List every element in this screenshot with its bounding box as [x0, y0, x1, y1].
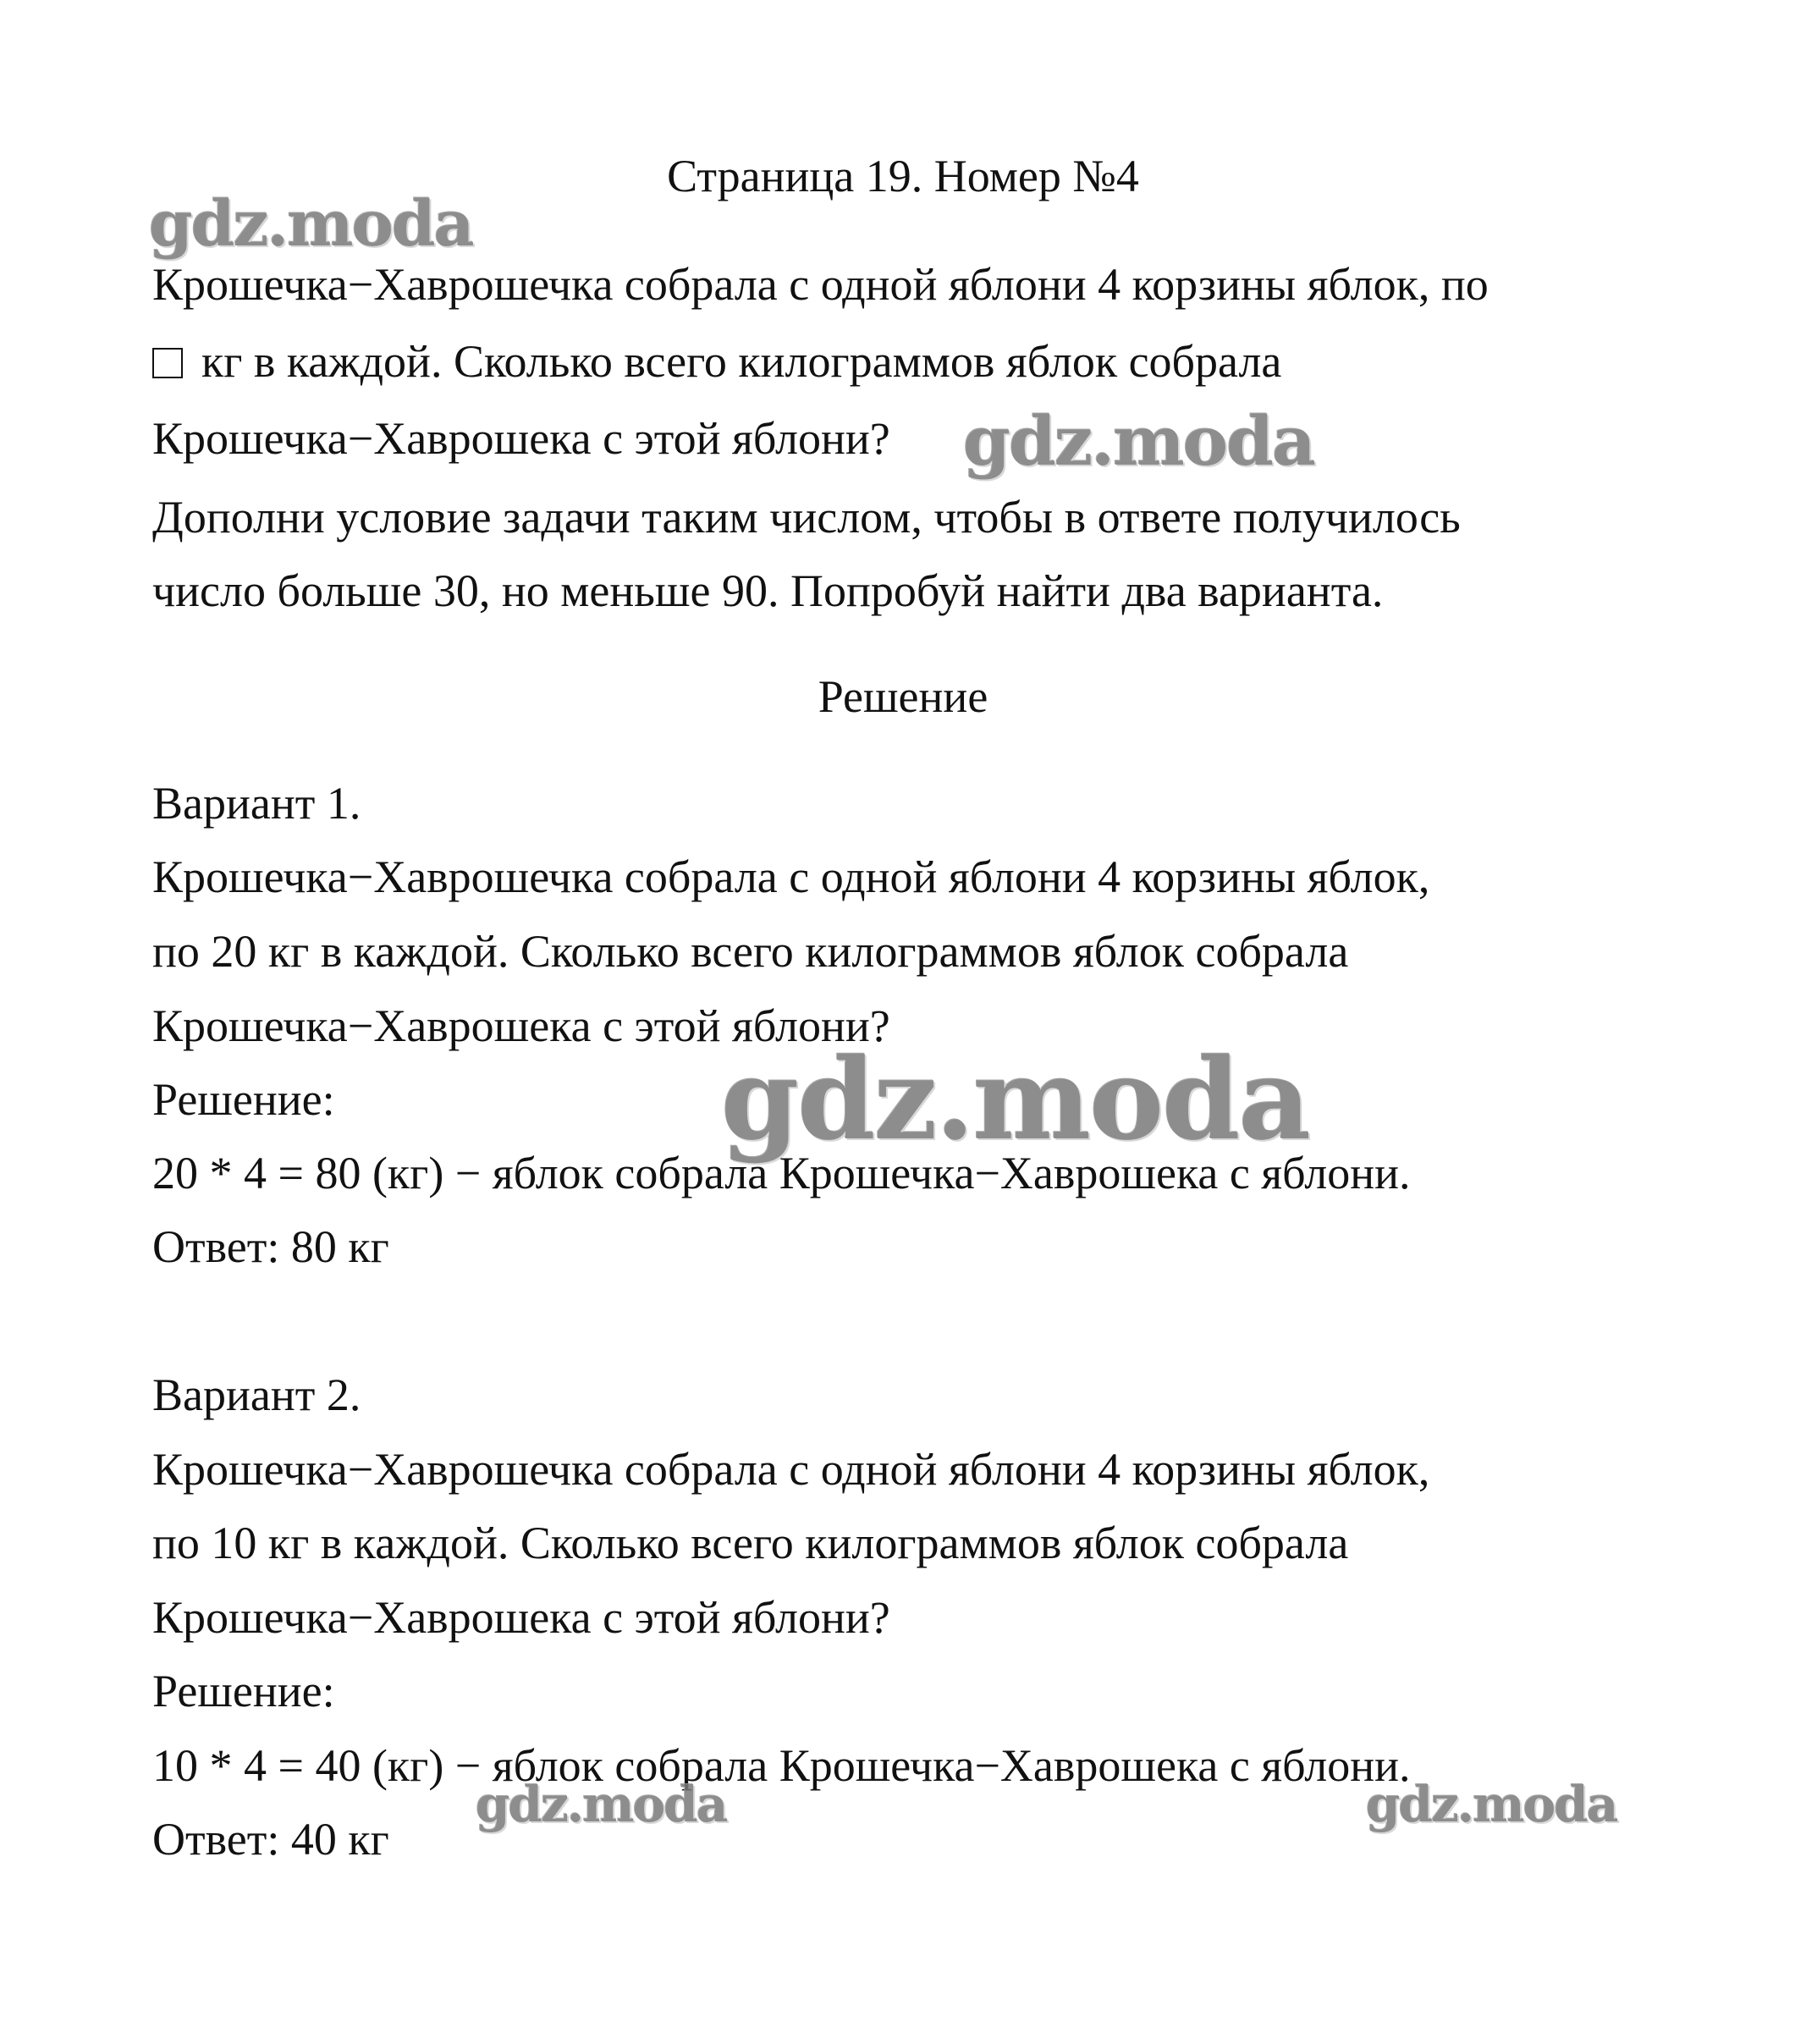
watermark: gdz.moda [476, 1776, 727, 1833]
watermark: gdz.moda [1366, 1776, 1617, 1833]
task-line-3: Крошечка−Хаврошека с этой яблони? [152, 413, 890, 464]
watermark: gdz.moda [721, 1034, 1310, 1165]
variant-2-title: Вариант 2. [152, 1369, 361, 1420]
variant-1-calc: 20 * 4 = 80 (кг) − яблок собрала Крошечка−Хаврошека с яблони. [152, 1148, 1411, 1198]
variant-1-line-3: Крошечка−Хаврошека с этой яблони? [152, 1000, 890, 1051]
variant-1-line-2: по 20 кг в каждой. Сколько всего килограммов яблок собрала [152, 926, 1349, 977]
variant-2-line-2: по 10 кг в каждой. Сколько всего килограммов яблок собрала [152, 1518, 1349, 1568]
variant-1-answer: Ответ: 80 кг [152, 1221, 389, 1272]
task-line-2 [152, 331, 1281, 392]
blank-box [152, 348, 183, 378]
task-line-1: Крошечка−Хаврошечка собрала с одной яблони 4 корзины яблок, по [152, 259, 1489, 310]
variant-2-solution-label: Решение: [152, 1666, 335, 1716]
watermark: gdz.moda [149, 188, 473, 261]
task-line-5: число больше 30, но меньше 90. Попробуй найти два варианта. [152, 565, 1384, 616]
variant-1-solution-label: Решение: [152, 1074, 335, 1125]
watermark: gdz.moda [963, 401, 1314, 481]
solution-heading: Решение [818, 671, 988, 722]
variant-2-line-3: Крошечка−Хаврошека с этой яблони? [152, 1592, 890, 1643]
task-line-2-text: кг в каждой. Сколько всего килограммов яблок собрала [201, 336, 1282, 387]
variant-1-line-1: Крошечка−Хаврошечка собрала с одной яблони 4 корзины яблок, [152, 851, 1430, 902]
variant-2-line-1: Крошечка−Хаврошечка собрала с одной яблони 4 корзины яблок, [152, 1444, 1430, 1495]
task-line-4: Дополни условие задачи таким числом, чтобы в ответе получилось [152, 492, 1461, 543]
page-title: Страница 19. Номер №4 [667, 151, 1139, 201]
variant-1-title: Вариант 1. [152, 778, 361, 829]
variant-2-calc: 10 * 4 = 40 (кг) − яблок собрала Крошечка−Хаврошека с яблони. [152, 1740, 1411, 1791]
variant-2-answer: Ответ: 40 кг [152, 1814, 389, 1865]
